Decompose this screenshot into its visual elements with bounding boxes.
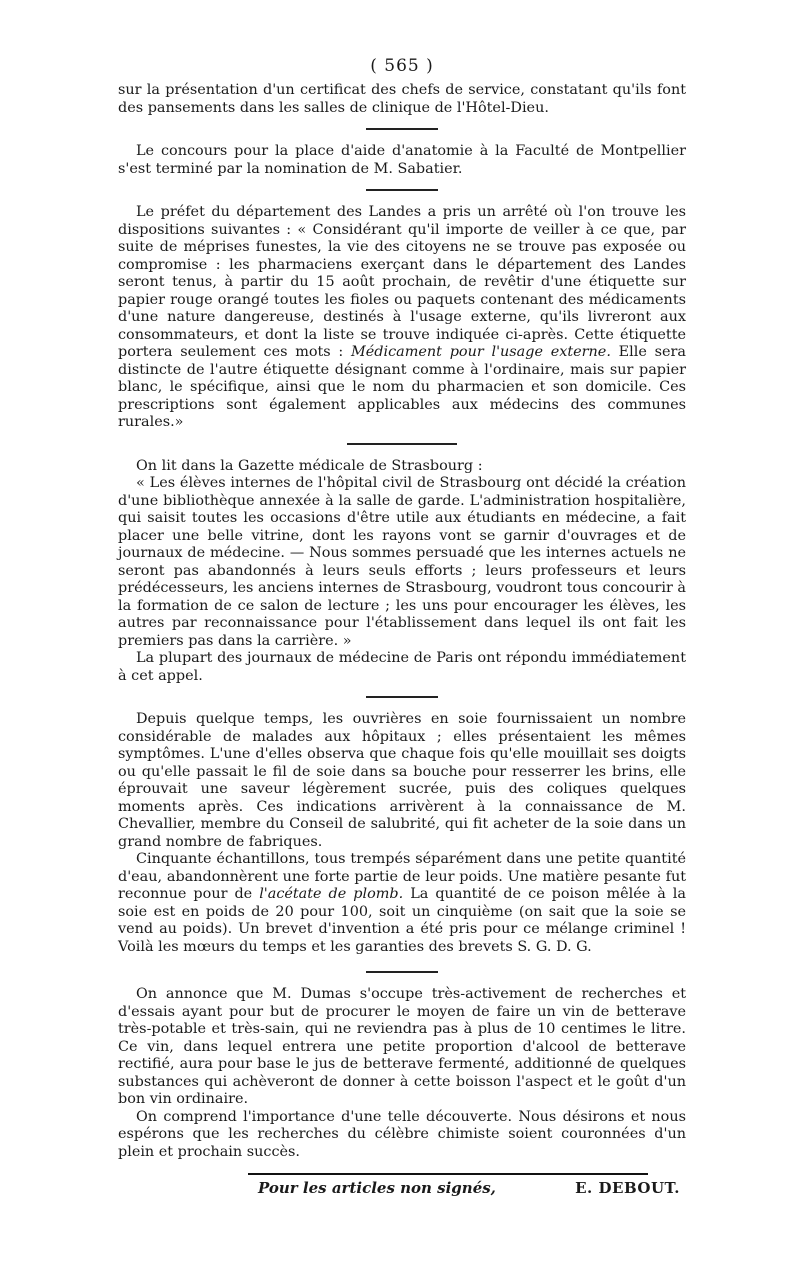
signature-line: [258, 1179, 680, 1197]
paragraph: On lit dans la Gazette médicale de Strasbourg :: [136, 457, 483, 474]
paragraph: La plupart des journaux de médecine de Paris ont répondu immédiatement à cet appel.: [118, 650, 686, 684]
article-vin-betterave: [118, 986, 686, 1161]
article-ouvrieres-soie: [118, 711, 686, 956]
article-concours-montpellier: [118, 143, 686, 178]
paragraph: On annonce que M. Dumas s'occupe très-activement de recherches et d'essais ayant pour but de procurer le moyen de faire un vin de betterave très-potable et très-sain, qui ne reviendra pas à plus de 10 centimes le litre. Ce vin, dans lequel entrera une petite proportion d'alcool de betterave rectifié, aura pour base le jus de betterave fermenté, additionné de quelques substances qui achèveront de donner à cette boisson l'aspect et le goût d'un bon vin ordinaire.: [118, 986, 686, 1107]
spacer: [118, 956, 686, 960]
paragraph: On comprend l'importance d'une telle découverte. Nous désirons et nous espérons que les recherches du célèbre chimiste soient couronnées d'un plein et prochain succès.: [118, 1108, 686, 1160]
article-prefet-landes: [118, 204, 686, 432]
signature-label: Pour les articles non signés,: [258, 1179, 496, 1197]
paragraph: [118, 851, 686, 956]
emphasis-text: l'acétate de plomb.: [259, 886, 404, 902]
separator-rule: [366, 128, 438, 130]
separator-rule: [347, 443, 457, 445]
paragraph: Le concours pour la place d'aide d'anatomie à la Faculté de Montpellier s'est terminé par la nomination de M. Sabatier.: [118, 143, 686, 177]
emphasis-text: Médicament pour l'usage externe.: [351, 344, 611, 360]
page-number: ( 565 ): [370, 56, 434, 76]
article-gazette-strasbourg: [118, 458, 686, 686]
paragraph: sur la présentation d'un certificat des chefs de service, constatant qu'ils font des pansements dans les salles de clinique de l'Hôtel-Dieu.: [118, 82, 686, 116]
text-run: Elle sera distincte de l'autre étiquette désignant comme à l'ordinaire, mais sur papier blanc, le spécifique, ainsi que le nom du pharmacien et son domicile. Ces prescriptions sont également applicables aux médecins des communes rurales.»: [118, 344, 686, 430]
separator-rule: [366, 189, 438, 191]
article-hotel-dieu: [118, 82, 686, 117]
paragraph: « Les élèves internes de l'hôpital civil de Strasbourg ont décidé la création d'une bibliothèque annexée à la salle de garde. L'administration hospitalière, qui saisit toutes les occasions d'être utile aux étudiants en médecine, a fait placer une belle vitrine, dont les rayons vont se garnir d'ouvrages et de journaux de médecine. — Nous sommes persuadé que les internes actuels ne seront pas abandonnés à leurs seuls efforts ; leurs professeurs et leurs prédécesseurs, les anciens internes de Strasbourg, voudront tous concourir à la formation de ce salon de lecture ; les uns pour encourager les élèves, les autres par reconnaissance pour l'établissement dans lequel ils ont fait les premiers pas dans la carrière. »: [118, 475, 686, 649]
paragraph: Depuis quelque temps, les ouvrières en soie fournissaient un nombre considérable de malades aux hôpitaux ; elles présentaient les mêmes symptômes. L'une d'elles observa que chaque fois qu'elle mouillait ses doigts ou qu'elle passait le fil de soie dans sa bouche pour resserrer les brins, elle éprouvait une saveur légèrement sucrée, puis des coliques quelques moments après. Ces indications arrivèrent à la connaissance de M. Chevallier, membre du Conseil de salubrité, qui fit acheter de la soie dans un grand nombre de fabriques.: [118, 711, 686, 850]
paragraph: [118, 204, 686, 432]
signature-name: E. DEBOUT.: [575, 1179, 680, 1197]
separator-rule: [366, 696, 438, 698]
text-run: Cinquante échantillons, tous trempés séparément dans une petite quantité d'eau, abandonnèrent une forte partie de leur poids. Une matière pesante fut reconnue pour de: [118, 851, 686, 902]
text-run: La quantité de ce poison mêlée à la soie est en poids de 20 pour 100, soit un cinquième (on sait que la soie se vend au poids). Un brevet d'invention a été pris pour ce mélange criminel ! Voilà les mœurs du temps et les garanties des brevets S. G. D. G.: [118, 886, 686, 955]
bottom-rule: [248, 1173, 648, 1175]
text-run: Le préfet du département des Landes a pris un arrêté où l'on trouve les dispositions suivantes : « Considérant qu'il importe de veiller à ce que, par suite de méprises funestes, la vie des citoyens ne se trouve pas exposée ou compromise : les pharmaciens exerçant dans le département des Landes seront tenus, à partir du 15 août prochain, de revêtir d'une étiquette sur papier rouge orangé toutes les fioles ou paquets contenant des médicaments d'une nature dangereuse, destinés à l'usage externe, qu'ils livreront aux consommateurs, et dont la liste se trouve indiquée ci-après. Cette étiquette portera seulement ces mots :: [118, 204, 686, 360]
separator-rule: [366, 971, 438, 973]
